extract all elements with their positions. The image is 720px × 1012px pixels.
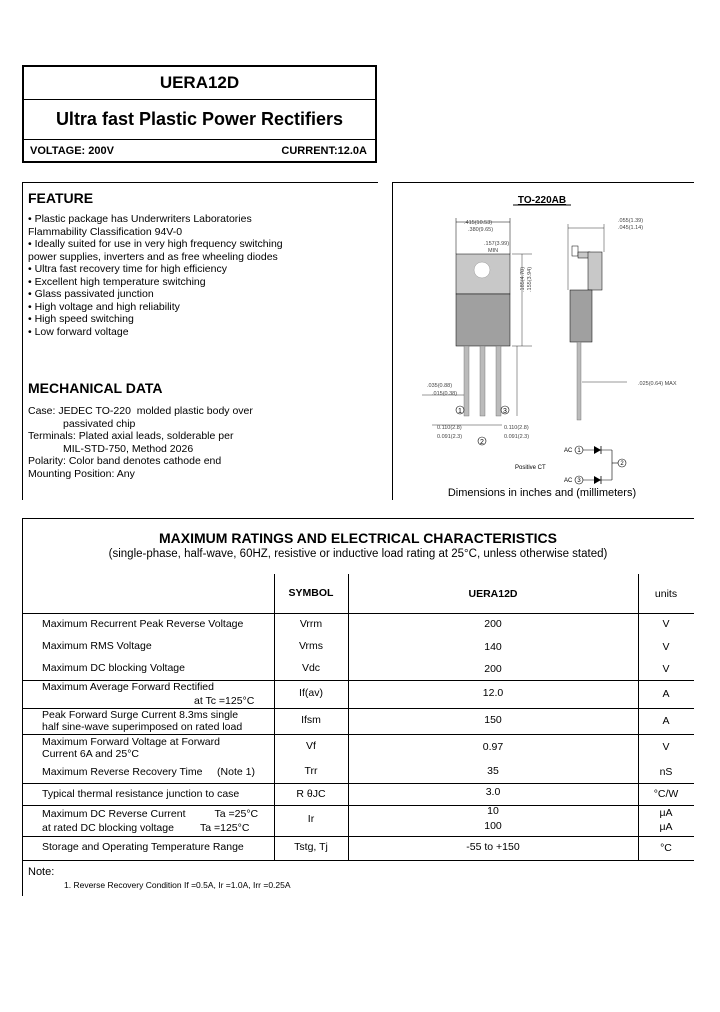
dim-label: 0.110(2.8) [437,425,462,431]
product-subtitle: Ultra fast Plastic Power Rectifiers [24,99,375,140]
value-cell: -55 to +150 [466,841,520,853]
column-header-symbol: SYMBOL [288,587,334,599]
pin-number: 2 [620,461,624,467]
dim-label: .155(3.94) [527,266,533,292]
current-rating: CURRENT:12.0A [281,145,367,157]
dim-label: .035(0.88) [427,383,453,389]
part-number: UERA12D [24,67,375,100]
value-cell: 140 [484,641,502,653]
mechanical-line: Terminals: Plated axial leads, solderable per [28,430,234,442]
symbol-cell: Trr [304,765,318,777]
note-heading: Note: [28,866,55,878]
param-cell: Maximum DC Reverse Current Ta =25°C [42,808,259,820]
unit-cell: V [662,663,670,675]
unit-cell: nS [659,766,673,778]
feature-line: • High speed switching [28,313,134,325]
param-cell: Typical thermal resistance junction to case [42,788,240,800]
feature-line: • Ultra fast recovery time for high efficiency [28,263,227,275]
unit-cell: °C [660,842,672,854]
pin-number: 2 [480,439,484,446]
unit-cell: A [662,688,670,700]
symbol-cell: Vdc [301,662,321,674]
value-cell: 150 [484,714,502,726]
symbol-cell: If(av) [299,687,323,699]
value-cell-line2: 100 [484,820,502,832]
package-side-view [568,224,627,420]
value-cell: 200 [484,618,502,630]
symbol-cell: Vf [306,740,316,752]
symbol-cell: Vrrm [299,618,323,630]
column-header-units: units [654,588,678,600]
value-cell: 12.0 [482,687,504,699]
part-header-box [22,65,377,163]
ratings-table-box [22,518,694,896]
param-cell: Maximum DC blocking Voltage [42,662,185,674]
package-name: TO-220AB [517,195,567,206]
table-rule [22,734,694,735]
mechanical-line: Mounting Position: Any [28,468,135,480]
dimensions-caption: Dimensions in inches and (millimeters) [447,487,637,499]
param-cell-line2: half sine-wave superimposed on rated load [42,721,243,733]
feature-line: Flammability Classification 94V-0 [28,226,183,238]
value-cell: 0.97 [482,741,504,753]
feature-line: • High voltage and high reliability [28,301,180,313]
param-cell: Maximum Recurrent Peak Reverse Voltage [42,618,244,630]
unit-cell: V [662,741,670,753]
unit-cell: V [662,641,670,653]
ratings-subtitle: (single-phase, half-wave, 60HZ, resistive or inductive load rating at 25°C, unless otherwise stated) [108,548,608,560]
symbol-cell: Tstg, Tj [294,841,328,853]
feature-line: • Excellent high temperature switching [28,276,206,288]
dim-label: 0.110(2.8) [504,425,529,431]
symbol-cell: Ifsm [301,714,321,726]
feature-line: • Glass passivated junction [28,288,154,300]
mechanical-heading: MECHANICAL DATA [28,380,163,396]
table-rule [22,783,694,784]
param-cell-line2: at Tc =125°C [194,695,255,707]
pin-number: 3 [503,408,507,415]
table-rule [22,613,694,614]
voltage-current-row [24,139,375,163]
pin-number: 3 [577,478,581,484]
mechanical-line: MIL-STD-750, Method 2026 [28,443,194,455]
param-cell: Peak Forward Surge Current 8.3ms single [42,709,239,721]
table-rule [22,836,694,837]
param-cell: Maximum Average Forward Rectified [42,681,214,693]
dim-label: MIN [488,248,499,254]
note-1: 1. Reverse Recovery Condition If =0.5A, Ir =1.0A, Irr =0.25A [64,880,291,890]
param-cell: Maximum Reverse Recovery Time (Note 1) [42,766,255,778]
dim-label: .380(9.65) [468,227,494,233]
table-rule [22,860,694,861]
dim-label: .015(0.38) [432,391,458,397]
diode-schematic [515,446,626,484]
feature-line: • Plastic package has Underwriters Laboratories [28,213,252,225]
ratings-title: MAXIMUM RATINGS AND ELECTRICAL CHARACTERISTICS [159,530,557,546]
feature-line: • Low forward voltage [28,326,129,338]
param-cell: Storage and Operating Temperature Range [42,841,244,853]
unit-cell: A [662,715,670,727]
symbol-cell: Vrms [298,640,324,652]
dim-label: .025(0.64) MAX [638,381,677,387]
mechanical-line: passivated chip [28,418,136,430]
dim-label: .415(10.53) [464,220,493,226]
param-cell-line2: Current 6A and 25°C [42,748,140,760]
value-cell: 200 [484,663,502,675]
feature-heading: FEATURE [28,190,94,206]
feature-line: power supplies, inverters and as free wheeling diodes [28,251,278,263]
dim-label: 0.091(2.3) [504,434,530,440]
symbol-cell: R θJC [296,788,326,800]
to220-package-drawing [392,182,694,500]
mechanical-line: Case: JEDEC TO-220 molded plastic body over [28,405,253,417]
dim-label: .055(1.39) [618,218,644,224]
value-cell: 10 [487,805,499,817]
feature-line: • Ideally suited for use in very high frequency switching [28,238,283,250]
pin-number: 1 [577,448,581,454]
dim-label: .157(3.99) [484,241,510,247]
dim-label: .045(1.14) [618,225,644,231]
pin-label: AC [564,478,573,484]
param-cell-line2: at rated DC blocking voltage Ta =125°C [42,822,250,834]
unit-cell: μA [659,807,673,819]
param-cell: Maximum Forward Voltage at Forward [42,736,220,748]
unit-cell: °C/W [653,788,679,800]
symbol-cell: Ir [307,813,315,825]
value-cell: 3.0 [485,786,501,798]
voltage-rating: VOLTAGE: 200V [30,145,114,157]
unit-cell-line2: μA [659,821,673,833]
mechanical-line: Polarity: Color band denotes cathode end [28,455,222,467]
param-cell: Maximum RMS Voltage [42,640,152,652]
pin-number: 1 [458,408,462,415]
pin-label: Positive CT [515,465,546,471]
unit-cell: V [662,618,670,630]
value-cell: 35 [487,765,499,777]
pin-label: AC [564,448,573,454]
column-header-part: UERA12D [468,588,518,600]
dim-label: 0.091(2.3) [437,434,463,440]
dim-label: .185(4.70) [520,266,526,292]
